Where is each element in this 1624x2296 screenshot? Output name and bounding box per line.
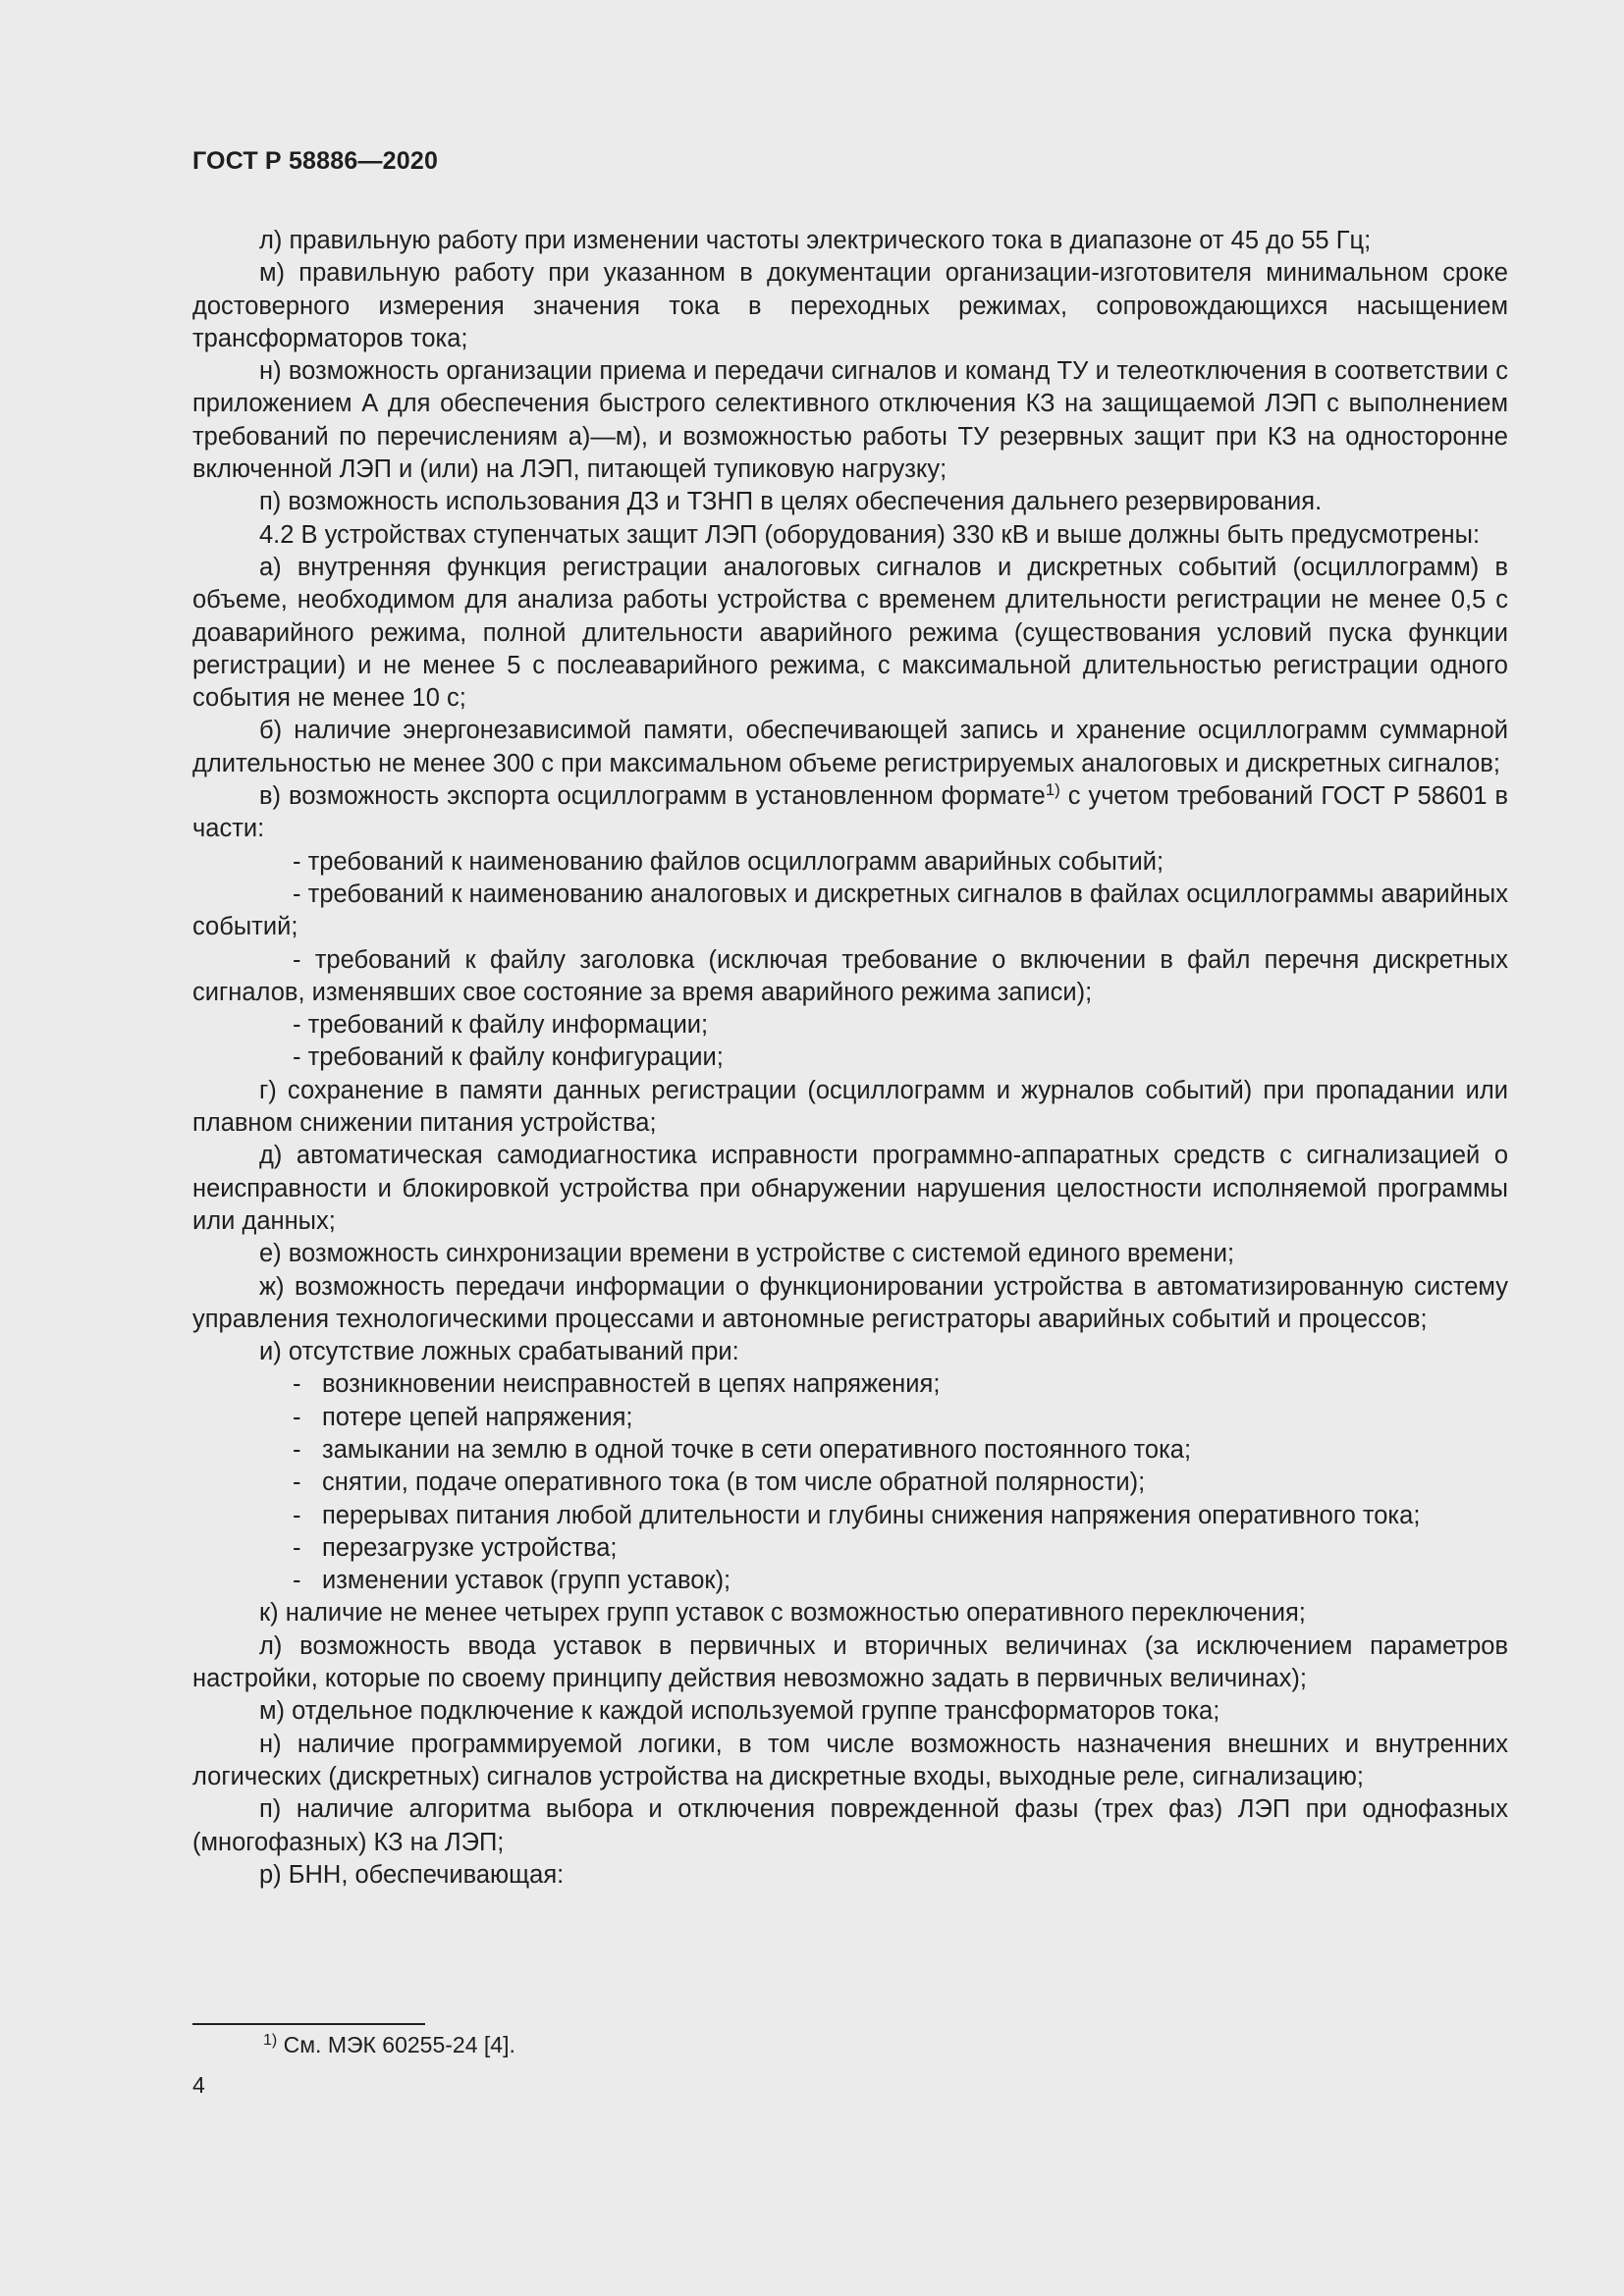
item-i-false-trips: и) отсутствие ложных срабатываний при:	[259, 1338, 739, 1366]
list-item: - перерывах питания любой длительности и глубины снижения напряжения оперативного тока;	[293, 1501, 1421, 1529]
list-item: - требований к наименованию аналоговых и дискретных сигналов в файлах осциллограммы аварийных событий;	[192, 880, 1508, 941]
list-item: - потере цепей напряжения;	[293, 1403, 633, 1431]
item-n-teleprotection: н) возможность организации приема и передачи сигналов и команд ТУ и телеотключения в соответствии с приложением А для обеспечения быстрого селективного отключения КЗ на защищаемой ЛЭП с выполнением требований по перечислениям а)—м), и возможностью работы ТУ резервных защит при КЗ на односторонне включенной ЛЭП и (или) на ЛЭП, питающей тупиковую нагрузку;	[192, 357, 1508, 484]
item-v-text-cont: с учетом требований ГОСТ Р 58601 в части:	[192, 782, 1508, 843]
list-item: - требований к наименованию файлов осциллограмм аварийных событий;	[293, 847, 1164, 876]
item-a-registration: а) внутренняя функция регистрации аналоговых сигналов и дискретных событий (осциллограмм) в объеме, необходимом для анализа работы устройства с временем длительности регистрации не менее 0,5 с доаварийного режима, полной длительности аварийного режима (существования условий пуска функции регистрации) и не менее 5 с послеаварийного режима, с максимальной длительностью регистрации одного события не менее 10 с;	[192, 553, 1508, 713]
item-l-frequency: л) правильную работу при изменении частоты электрического тока в диапазоне от 45 до 55 Гц;	[259, 227, 1372, 254]
footnote	[263, 2032, 515, 2058]
page-number: 4	[192, 2072, 205, 2098]
item-m-measurement: м) правильную работу при указанном в документации организации-изготовителя минимальном сроке достоверного измерения значения тока в переходных режимах, сопровождающихся насыщением трансформаторов тока;	[192, 259, 1508, 352]
document-body	[192, 225, 1508, 1892]
item-g-storage: г) сохранение в памяти данных регистрации (осциллограмм и журналов событий) при пропадании или плавном снижении питания устройства;	[192, 1076, 1508, 1138]
footnote-mark: 1)	[263, 2032, 278, 2049]
item-zh-transfer: ж) возможность передачи информации о функционировании устройства в автоматизированную систему управления технологическими процессами и автономные регистраторы аварийных событий и процессов;	[192, 1272, 1508, 1333]
item-n-logic: н) наличие программируемой логики, в том числе возможность назначения внешних и внутренних логических (дискретных) сигналов устройства на дискретные входы, выходные реле, сигнализацию;	[192, 1730, 1508, 1790]
list-item: - снятии, подаче оперативного тока (в том числе обратной полярности);	[293, 1468, 1146, 1497]
list-item: - перезагрузке устройства;	[293, 1533, 618, 1562]
item-r-bnn: р) БНН, обеспечивающая:	[259, 1860, 565, 1889]
item-p-reservation: п) возможность использования ДЗ и ТЗНП в целях обеспечения дальнего резервирования.	[259, 488, 1323, 516]
item-d-selfdiag: д) автоматическая самодиагностика исправности программно-аппаратных средств с сигнализацией о неисправности и блокировкой устройства при обнаружении нарушения целостности исполняемой программы или данных;	[192, 1142, 1508, 1235]
footnote-ref: 1)	[1045, 780, 1060, 800]
section-4-2: 4.2 В устройствах ступенчатых защит ЛЭП (оборудования) 330 кВ и выше должны быть предусмотрены:	[259, 520, 1481, 549]
footnote-text: См. МЭК 60255-24 [4].	[277, 2032, 515, 2057]
item-v-export	[192, 780, 1508, 846]
list-item: - требований к файлу информации;	[293, 1011, 709, 1040]
item-e-timesync: е) возможность синхронизации времени в устройстве с системой единого времени;	[259, 1240, 1235, 1268]
item-v-text: в) возможность экспорта осциллограмм в установленном формате	[259, 782, 1046, 811]
item-k-setting-groups: к) наличие не менее четырех групп уставок с возможностью оперативного переключения;	[259, 1599, 1306, 1628]
list-item: - требований к файлу конфигурации;	[293, 1043, 724, 1072]
item-b-memory: б) наличие энергонезависимой памяти, обеспечивающей запись и хранение осциллограмм суммарной длительностью не менее 300 с при максимальном объеме регистрируемых аналоговых и дискретных сигналов;	[192, 717, 1508, 777]
list-item: - требований к файлу заголовка (исключая требование о включении в файл перечня дискретных сигналов, изменявших свое состояние за время аварийного режима записи);	[192, 945, 1508, 1006]
item-m-ct-connection: м) отдельное подключение к каждой используемой группе трансформаторов тока;	[259, 1697, 1220, 1726]
list-item: - возникновении неисправностей в цепях напряжения;	[293, 1370, 941, 1399]
list-item: - изменении уставок (групп уставок);	[293, 1567, 731, 1595]
item-p-phase-select: п) наличие алгоритма выбора и отключения поврежденной фазы (трех фаз) ЛЭП при однофазных (многофазных) КЗ на ЛЭП;	[192, 1795, 1508, 1856]
list-item: - замыкании на землю в одной точке в сети оперативного постоянного тока;	[293, 1435, 1192, 1464]
item-l-settings-input: л) возможность ввода уставок в первичных и вторичных величинах (за исключением параметров настройки, которые по своему принципу действия невозможно задать в первичных величинах);	[192, 1631, 1508, 1693]
document-header: ГОСТ Р 58886—2020	[192, 147, 439, 175]
footnote-divider	[192, 2023, 425, 2025]
